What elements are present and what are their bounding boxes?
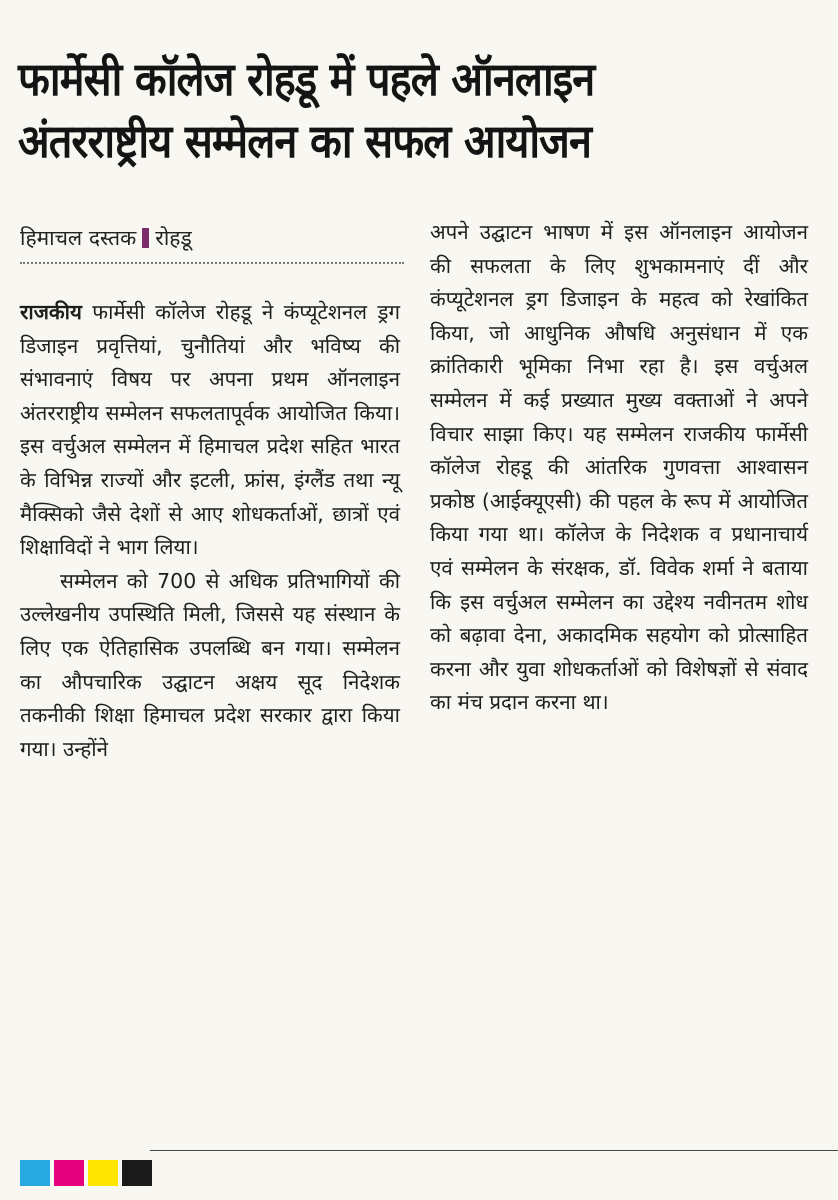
paragraph-1 — [20, 296, 400, 565]
black-swatch — [122, 1160, 152, 1186]
byline-rule — [20, 262, 404, 264]
headline-line-2: अंतरराष्ट्रीय सम्मेलन का सफल आयोजन — [18, 114, 592, 168]
paragraph-3: अपने उद्घाटन भाषण में इस ऑनलाइन आयोजन की सफलता के लिए शुभकामनाएं दीं और कंप्यूटेशनल ड्रग डिजाइन के महत्व को रेखांकित किया, जो आधुनिक औषधि अनुसंधान में एक क्रांतिकारी भूमिका निभा रहा है। इस वर्चुअल सम्मेलन में कई प्रख्यात मुख्य वक्ताओं ने अपने विचार साझा किए। यह सम्मेलन राजकीय फार्मेसी कॉलेज रोहडू की आंतरिक गुणवत्ता आश्वासन प्रकोष्ठ (आईक्यूएसी) की पहल के रूप में आयोजित किया गया था। कॉलेज के निदेशक व प्रधानाचार्य एवं सम्मेलन के संरक्षक, डॉ. विवेक शर्मा ने बताया कि इस वर्चुअल सम्मेलन का उद्देश्य नवीनतम शोध को बढ़ावा देना, अकादमिक सहयोग को प्रोत्साहित करना और युवा शोधकर्ताओं को विशेषज्ञों से संवाद का मंच प्रदान करना था। — [430, 220, 808, 715]
yellow-swatch — [88, 1160, 118, 1186]
cyan-swatch — [20, 1160, 50, 1186]
magenta-swatch — [54, 1160, 84, 1186]
byline-place: रोहडू — [155, 226, 192, 250]
byline — [20, 218, 404, 258]
article-column-1 — [20, 296, 400, 766]
lead-word: राजकीय — [20, 300, 82, 324]
article-column-2 — [430, 216, 808, 720]
paragraph-2: सम्मेलन को 700 से अधिक प्रतिभागियों की उल्लेखनीय उपस्थिति मिली, जिससे यह संस्थान के लिए एक ऐतिहासिक उपलब्धि बन गया। सम्मेलन का औपचारिक उद्घाटन अक्षय सूद निदेशक तकनीकी शिक्षा हिमाचल प्रदेश सरकार द्वारा किया गया। उन्होंने — [20, 568, 400, 761]
byline-source: हिमाचल दस्तक — [20, 226, 137, 250]
print-color-bar — [20, 1160, 152, 1186]
byline-separator — [142, 228, 149, 248]
paragraph-1-text: फार्मेसी कॉलेज रोहडू ने कंप्यूटेशनल ड्रग डिजाइन प्रवृत्तियां, चुनौतियां और भविष्य की संभावनाएं विषय पर अपना प्रथम ऑनलाइन अंतरराष्ट्रीय सम्मेलन सफलतापूर्वक आयोजित किया। इस वर्चुअल सम्मेलन में हिमाचल प्रदेश सहित भारत के विभिन्न राज्यों और इटली, फ्रांस, इंग्लैंड तथा न्यू मैक्सिको जैसे देशों से आए शोधकर्ताओं, छात्रों एवं शिक्षाविदों ने भाग लिया। — [20, 300, 400, 560]
headline-line-1: फार्मेसी कॉलेज रोहडू में पहले ऑनलाइन — [18, 52, 595, 106]
footer-rule — [150, 1150, 838, 1151]
headline — [18, 48, 818, 172]
